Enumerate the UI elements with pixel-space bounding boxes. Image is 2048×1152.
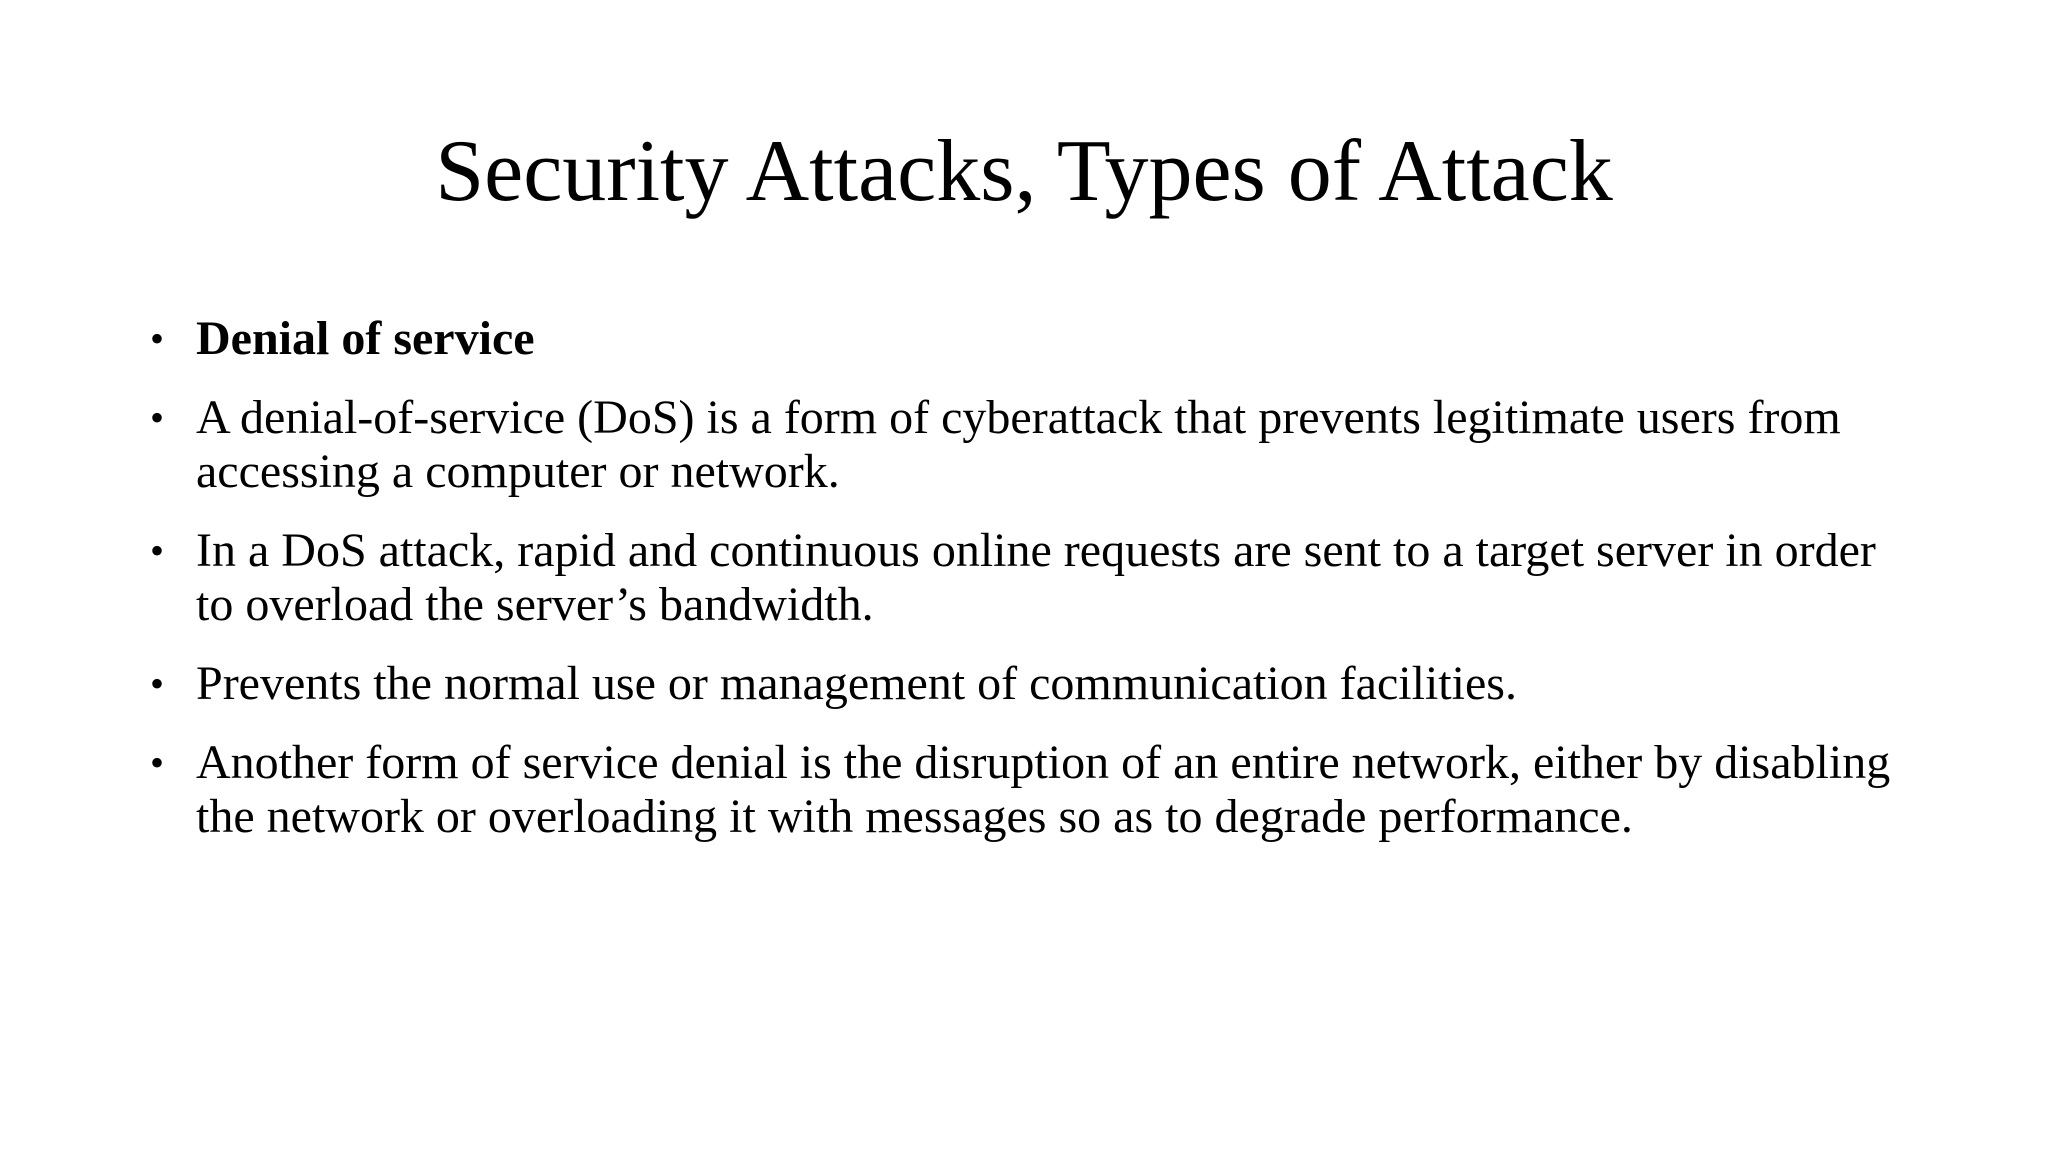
bullet-heading: Denial of service <box>196 312 535 365</box>
bullet-text: In a DoS attack, rapid and continuous online requests are sent to a target server in order to overload the server’s bandwidth. <box>196 524 1876 631</box>
bullet-icon: • <box>150 528 165 573</box>
bullet-icon: • <box>150 395 165 440</box>
bullet-icon: • <box>150 316 165 361</box>
bullet-item-dos-attack <box>150 524 1910 632</box>
bullet-icon: • <box>150 661 165 706</box>
bullet-text: A denial-of-service (DoS) is a form of cyberattack that prevents legitimate users from accessing a computer or network. <box>196 391 1841 498</box>
slide-title: Security Attacks, Types of Attack <box>435 123 1613 220</box>
bullet-icon: • <box>150 740 165 785</box>
bullet-item-dos-definition <box>150 391 1910 499</box>
bullet-text: Another form of service denial is the disruption of an entire network, either by disabling the network or overloading it with messages so as to degrade performance. <box>196 736 1891 843</box>
bullet-list <box>150 312 1910 869</box>
bullet-text: Prevents the normal use or management of communication facilities. <box>196 657 1517 710</box>
bullet-item-denial-of-service <box>150 312 1910 366</box>
bullet-item-prevents-normal-use <box>150 657 1910 711</box>
bullet-item-network-disruption <box>150 736 1910 844</box>
